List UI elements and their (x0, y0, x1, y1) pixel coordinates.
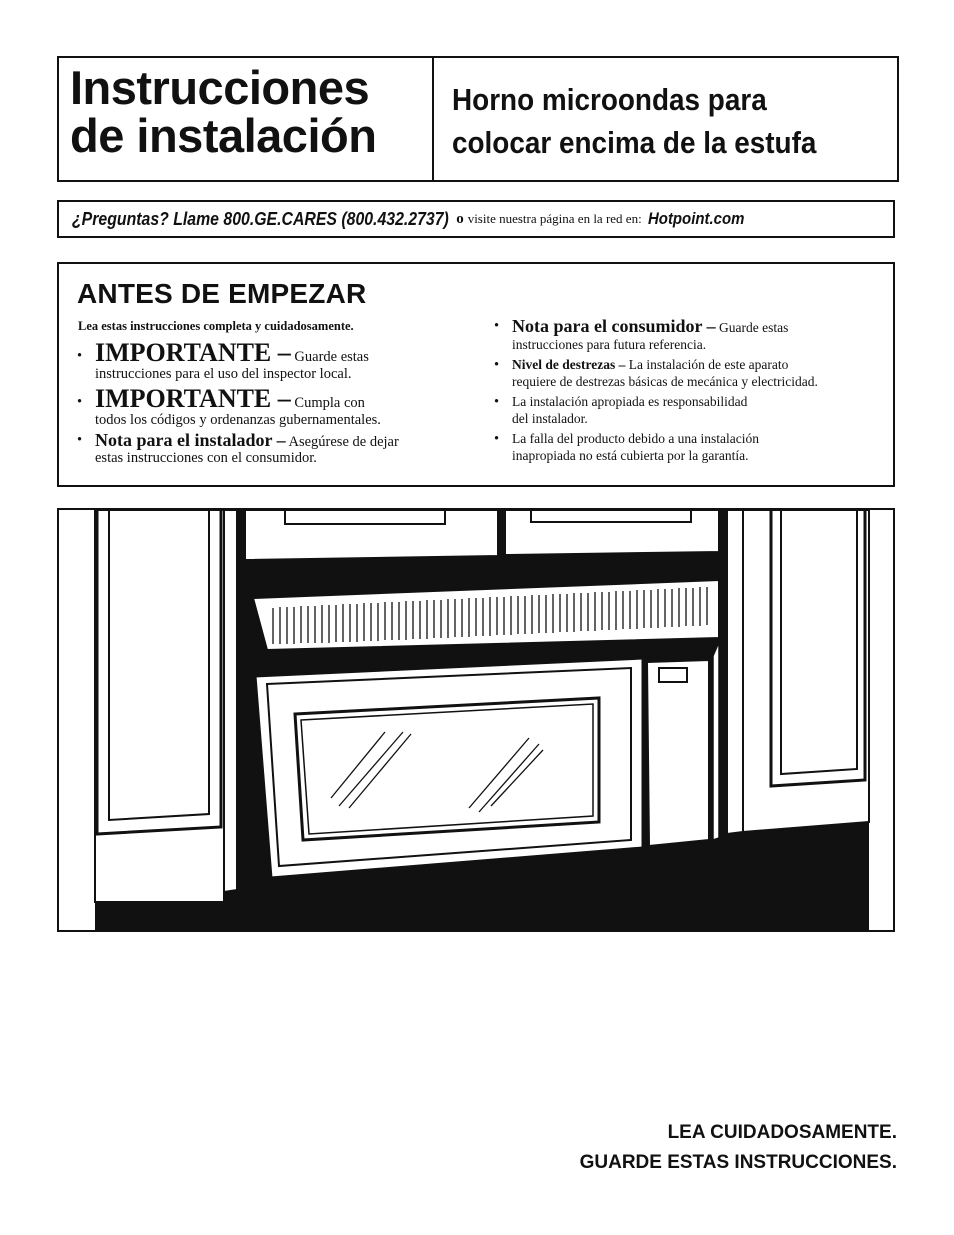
microwave-drawing (59, 510, 893, 930)
title-line-2: de instalación (70, 109, 377, 162)
list-item (492, 318, 892, 353)
left-bullet-list (75, 340, 475, 466)
contact-bar (57, 200, 895, 238)
item-text: Asegúrese de dejar (285, 434, 399, 450)
item-text-continued: requiere de destrezas básicas de mecánica y electricidad. (512, 373, 818, 389)
left-cabinet (95, 510, 224, 902)
list-item (75, 432, 475, 466)
bullet-icon: • (77, 348, 83, 364)
right-bullet-list (492, 318, 892, 468)
bullet-icon: • (77, 394, 83, 410)
list-item (492, 394, 892, 427)
bullet-icon: • (494, 357, 500, 373)
item-text-continued: instrucciones para futura referencia. (512, 336, 707, 352)
bullet-icon: • (494, 431, 500, 447)
item-text: Cumpla con (290, 395, 365, 411)
item-text-continued: del instalador. (512, 410, 588, 426)
list-item (75, 386, 475, 428)
bullet-icon: • (77, 432, 83, 448)
list-item (492, 431, 892, 464)
title-block (59, 58, 434, 180)
section-intro: Lea estas instrucciones completa y cuidadosamente. (78, 319, 354, 333)
subtitle-block (434, 58, 897, 180)
list-item (75, 340, 475, 382)
item-text: La falla del producto debido a una instalación (512, 431, 760, 446)
document-subtitle (452, 78, 853, 164)
contact-question: ¿Preguntas? Llame 800.GE.CARES (800.432.2737) (72, 208, 449, 229)
item-text-continued: instrucciones para el uso del inspector local. (95, 366, 352, 382)
footer-notice (580, 1118, 897, 1178)
subtitle-line-1: Horno microondas para (452, 82, 767, 117)
website-link[interactable]: Hotpoint.com (647, 209, 745, 228)
contact-or: o (456, 210, 464, 227)
footer-line-2: GUARDE ESTAS INSTRUCCIONES. (579, 1152, 897, 1173)
item-text: La instalación de este aparato (625, 357, 789, 372)
item-text-continued: estas instrucciones con el consumidor. (95, 450, 317, 466)
microwave-illustration (57, 508, 895, 932)
subtitle-line-2: colocar encima de la estufa (452, 125, 817, 160)
item-text: La instalación apropiada es responsabilidad (512, 394, 748, 409)
item-text: Guarde estas (715, 320, 789, 335)
before-you-begin-section (57, 262, 895, 487)
document-header (57, 56, 899, 182)
item-bold-label: Nota para el consumidor – (512, 316, 716, 336)
item-text-continued: inapropiada no está cubierta por la garantía. (512, 447, 749, 463)
bullet-icon: • (494, 394, 500, 410)
document-title (70, 61, 432, 162)
item-bold-label: IMPORTANTE – (95, 384, 291, 413)
bullet-icon: • (494, 318, 500, 334)
section-heading: ANTES DE EMPEZAR (77, 278, 367, 309)
item-bold-label: Nivel de destrezas – (512, 357, 626, 372)
item-bold-label: IMPORTANTE – (95, 338, 291, 367)
control-panel (647, 660, 709, 846)
item-text-continued: todos los códigos y ordenanzas gubernamentales. (95, 412, 381, 428)
display-window (659, 668, 687, 682)
list-item (492, 357, 892, 390)
contact-visit-text: visite nuestra página en la red en: (467, 211, 642, 226)
item-bold-label: Nota para el instalador – (95, 430, 286, 450)
item-text: Guarde estas (290, 349, 369, 365)
footer-line-1: LEA CUIDADOSAMENTE. (667, 1122, 897, 1143)
title-line-1: Instrucciones (70, 61, 370, 114)
